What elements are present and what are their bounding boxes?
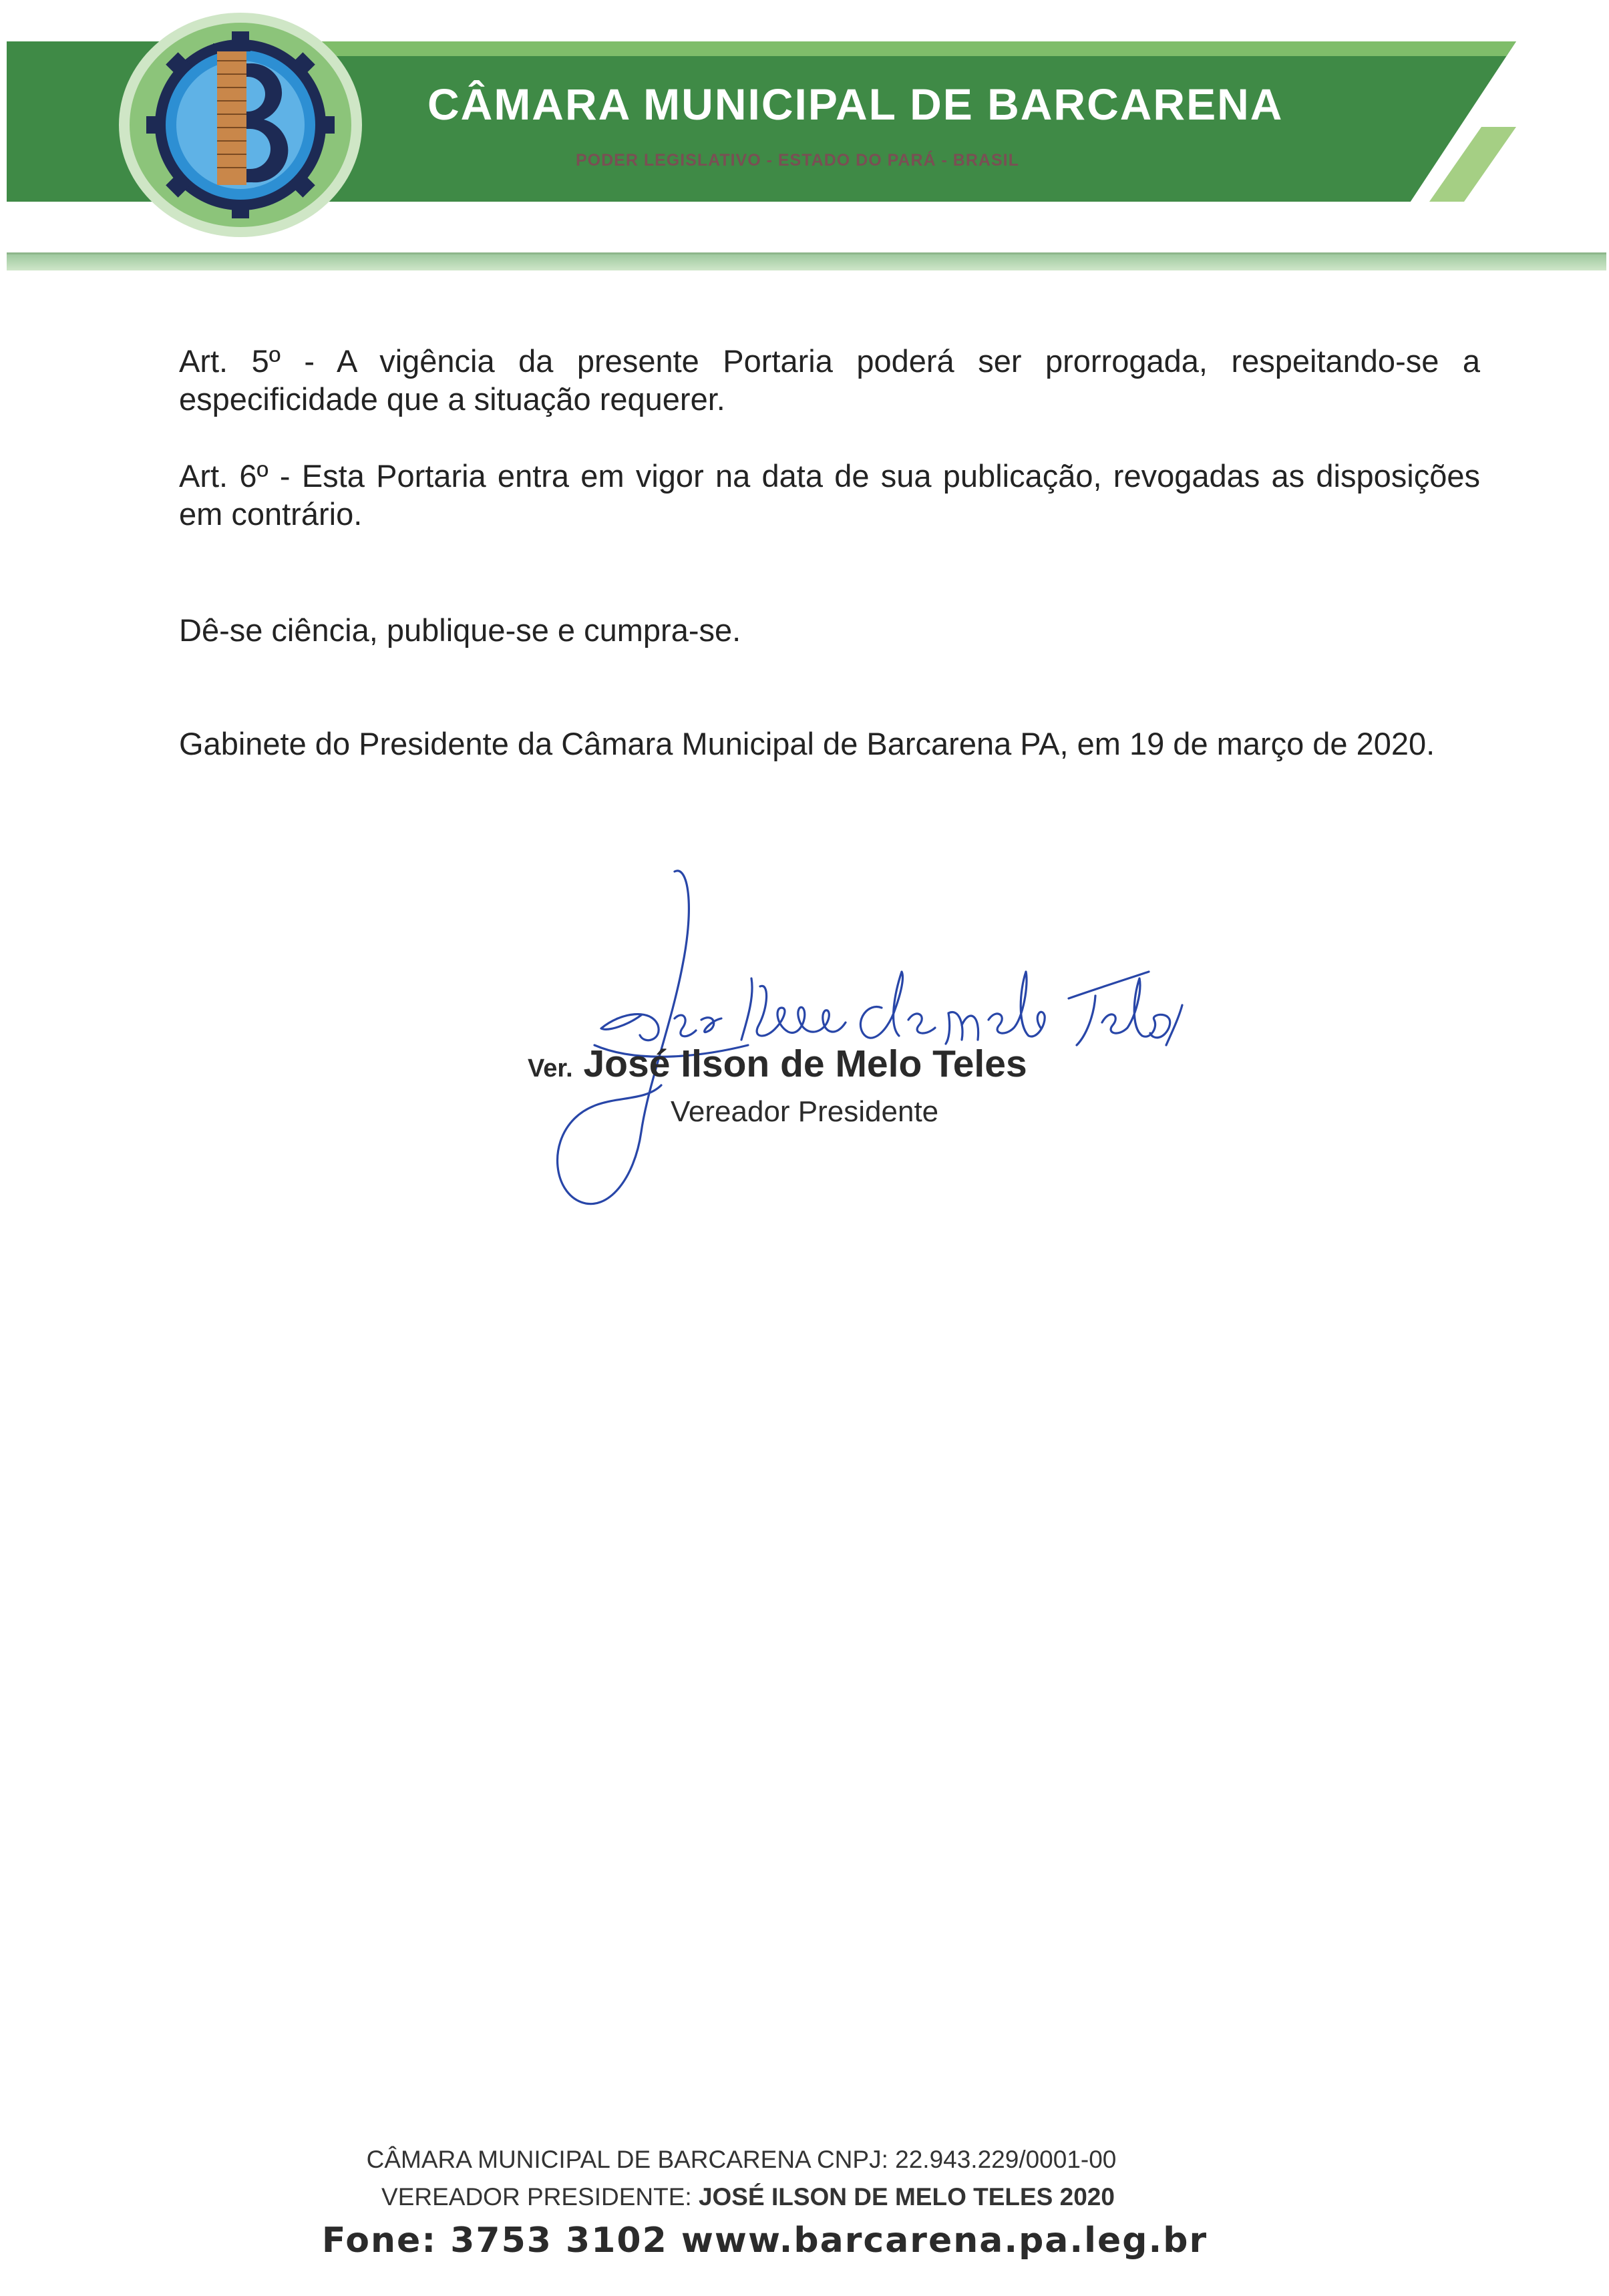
signer-name — [528, 1042, 1196, 1086]
closing-paragraph: Dê-se ciência, publique-se e cumpra-se. — [179, 612, 741, 648]
footer-website[interactable]: www.barcarena.pa.leg.br — [681, 2221, 1208, 2261]
footer-phone: Fone: 3753 3102 — [321, 2221, 668, 2261]
header-subtitle: PODER LEGISLATIVO - ESTADO DO PARÁ - BRASIL — [576, 151, 1019, 170]
place-date-paragraph: Gabinete do Presidente da Câmara Municipal de Barcarena PA, em 19 de março de 2020. — [179, 726, 1435, 761]
footer-cnpj-line: CÂMARA MUNICIPAL DE BARCARENA CNPJ: 22.943.229/0001-00 — [366, 2146, 1117, 2173]
signer-role: Vereador Presidente — [671, 1095, 939, 1128]
letterhead — [0, 0, 1609, 280]
signer-name-prefix: Ver. — [528, 1055, 573, 1083]
article-5-paragraph: Art. 5º - A vigência da presente Portaria poderá ser prorrogada, respeitando-se a especificidade que a situação requerer. — [179, 343, 1480, 417]
signer-name-text: José Ilson de Melo Teles — [583, 1042, 1027, 1085]
header-divider — [7, 252, 1606, 270]
footer-president-label: VEREADOR PRESIDENTE: — [381, 2183, 692, 2211]
header-title: CÂMARA MUNICIPAL DE BARCARENA — [427, 79, 1284, 129]
camara-logo-icon — [117, 10, 364, 240]
header-band-stripe — [281, 41, 1516, 56]
article-6-paragraph: Art. 6º - Esta Portaria entra em vigor na data de sua publicação, revogadas as disposições em contrário. — [179, 458, 1480, 532]
footer-contact-line — [0, 2221, 1530, 2261]
footer-president-line — [0, 2183, 1496, 2211]
footer — [0, 2140, 1609, 2294]
footer-president-value: JOSÉ ILSON DE MELO TELES 2020 — [698, 2183, 1115, 2211]
